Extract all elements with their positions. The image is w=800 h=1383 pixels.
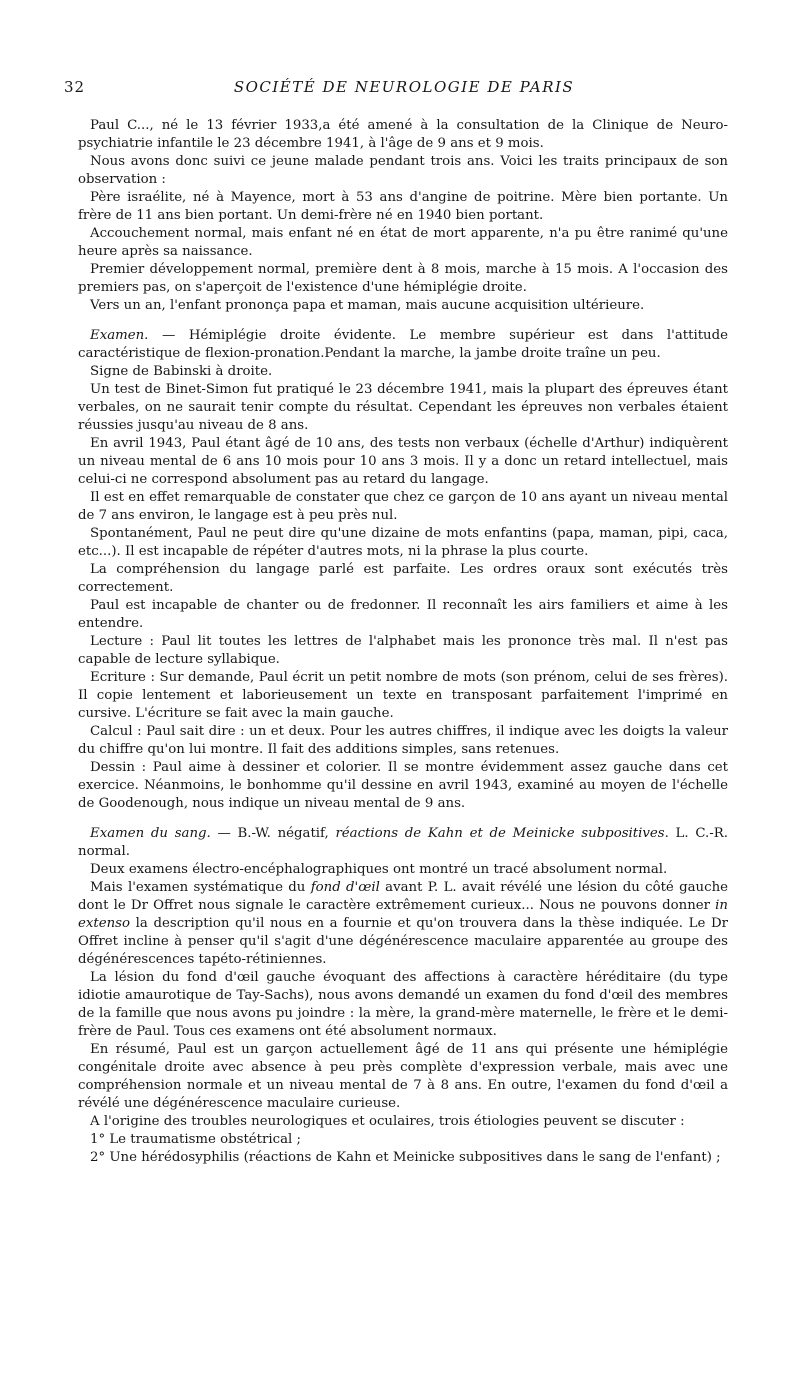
article-body [78,117,728,1167]
paragraph: Un test de Binet-Simon fut pratiqué le 23 décembre 1941, mais la plupart des épreuves étant verbales, on ne saurait tenir compte du résultat. Cependant les épreuves non verbales étaient réussies jusqu'au niveau de 8 ans. [78,382,728,433]
paragraph: La lésion du fond d'œil gauche évoquant des affections à caractère héréditaire (du type idiotie amaurotique de Tay-Sachs), nous avons demandé un examen du fond d'œil des membres de la famille que nous avons pu joindre : la mère, la grand-mère maternelle, le frère et le demi-frère de Paul. Tous ces examens ont été absolument normaux. [78,970,728,1039]
examen-sang-text-end: . L. C.-R. normal. [78,826,728,859]
paragraph: Calcul : Paul sait dire : un et deux. Pour les autres chiffres, il indique avec les doigts la valeur du chiffre qu'on lui montre. Il fait des additions simples, sans retenues. [78,724,728,757]
paragraph: En avril 1943, Paul étant âgé de 10 ans, des tests non verbaux (échelle d'Arthur) indiquèrent un niveau mental de 6 ans 10 mois pour 10 ans 3 mois. Il y a donc un retard intellectuel, mais celui-ci ne correspond absolument pas au retard du langage. [78,436,728,487]
paragraph: Il est en effet remarquable de constater que chez ce garçon de 10 ans ayant un niveau mental de 7 ans environ, le langage est à peu près nul. [78,490,728,523]
examen-dash: — [148,328,189,343]
fond-oeil-text: avant P. L. avait révélé une lésion du côté gauche dont le Dr Offret nous signale le caractère extrêmement curieux... Nous ne pouvons donner [78,880,729,913]
paragraph: Dessin : Paul aime à dessiner et colorier. Il se montre évidemment assez gauche dans cet exercice. Néanmoins, le bonhomme qu'il dessine en avril 1943, examiné au moyen de l'échelle de Goodenough, nous indique un niveau mental de 9 ans. [78,760,728,811]
paragraph: 1° Le traumatisme obstétrical ; [90,1132,301,1147]
examen-paragraph [78,327,728,363]
fond-oeil-paragraph [78,879,728,969]
paragraph: Signe de Babinski à droite. [90,364,273,379]
examen-text: Hémiplégie droite évidente. Le membre supérieur est dans l'attitude caractéristique de flexion-pronation.Pendant la marche, la jambe droite traîne un peu. [78,328,728,361]
paragraph: Nous avons donc suivi ce jeune malade pendant trois ans. Voici les traits principaux de son observation : [78,154,728,187]
in-extenso-italic: in extenso [78,898,728,931]
paragraph: 2° Une hérédosyphilis (réactions de Kahn et Meinicke subpositives dans le sang de l'enfant) ; [90,1150,721,1165]
page-number: 32 [64,78,86,96]
examen-sang-dash: — [210,826,238,841]
examen-sang-paragraph [78,825,728,861]
paragraph: Lecture : Paul lit toutes les lettres de l'alphabet mais les prononce très mal. Il n'est pas capable de lecture syllabique. [78,634,728,667]
paragraph: Deux examens électro-encéphalographiques ont montré un tracé absolument normal. [90,862,668,877]
paragraph: Père israélite, né à Mayence, mort à 53 ans d'angine de poitrine. Mère bien portante. Un frère de 11 ans bien portant. Un demi-frère né en 1940 bien portant. [78,190,728,223]
examen-label: Examen. [90,328,149,343]
paragraph: Accouchement normal, mais enfant né en état de mort apparente, n'a pu être ranimé qu'une heure après sa naissance. [78,226,728,259]
paragraph: Premier développement normal, première dent à 8 mois, marche à 15 mois. A l'occasion des premiers pas, on s'aperçoit de l'existence d'une hémiplégie droite. [78,262,728,295]
fond-oeil-text: la description qu'il nous en a fournie et qu'on trouvera dans la thèse indiquée. Le Dr Offret incline à penser qu'il s'agit d'une dégénérescence maculaire apparentée au groupe des dégénérescences tapéto-rétiniennes. [78,916,728,967]
paragraph: Paul C..., né le 13 février 1933,a été amené à la consultation de la Clinique de Neuro-psychiatrie infantile le 23 décembre 1941, à l'âge de 9 ans et 9 mois. [78,118,728,151]
examen-sang-text: B.-W. négatif, [237,826,336,841]
examen-sang-italic: réactions de Kahn et de Meinicke subpositives [335,826,665,841]
fond-oeil-italic: fond d'œil [310,880,380,895]
fond-oeil-text: Mais l'examen systématique du [90,880,311,895]
paragraph: La compréhension du langage parlé est parfaite. Les ordres oraux sont exécutés très correctement. [78,562,728,595]
paragraph: Vers un an, l'enfant prononça papa et maman, mais aucune acquisition ultérieure. [90,298,645,313]
page-header [64,78,744,100]
paragraph: Spontanément, Paul ne peut dire qu'une dizaine de mots enfantins (papa, maman, pipi, caca, etc...). Il est incapable de répéter d'autres mots, ni la phrase la plus courte. [78,526,728,559]
paragraph: Ecriture : Sur demande, Paul écrit un petit nombre de mots (son prénom, celui de ses frères). Il copie lentement et laborieusement un texte en transposant parfaitement l'imprimé en cursive. L'écriture se fait avec la main gauche. [78,670,728,721]
paragraph: A l'origine des troubles neurologiques et oculaires, trois étiologies peuvent se discuter : [90,1114,685,1129]
paragraph: Paul est incapable de chanter ou de fredonner. Il reconnaît les airs familiers et aime à les entendre. [78,598,728,631]
paragraph: En résumé, Paul est un garçon actuellement âgé de 11 ans qui présente une hémiplégie congénitale droite avec absence à peu près complète d'expression verbale, mais avec une compréhension normale et un niveau mental de 7 à 8 ans. En outre, l'examen du fond d'œil a révélé une dégénérescence maculaire curieuse. [78,1042,728,1111]
running-head: SOCIÉTÉ DE NEUROLOGIE DE PARIS [233,78,575,96]
examen-sang-label: Examen du sang. [90,826,211,841]
